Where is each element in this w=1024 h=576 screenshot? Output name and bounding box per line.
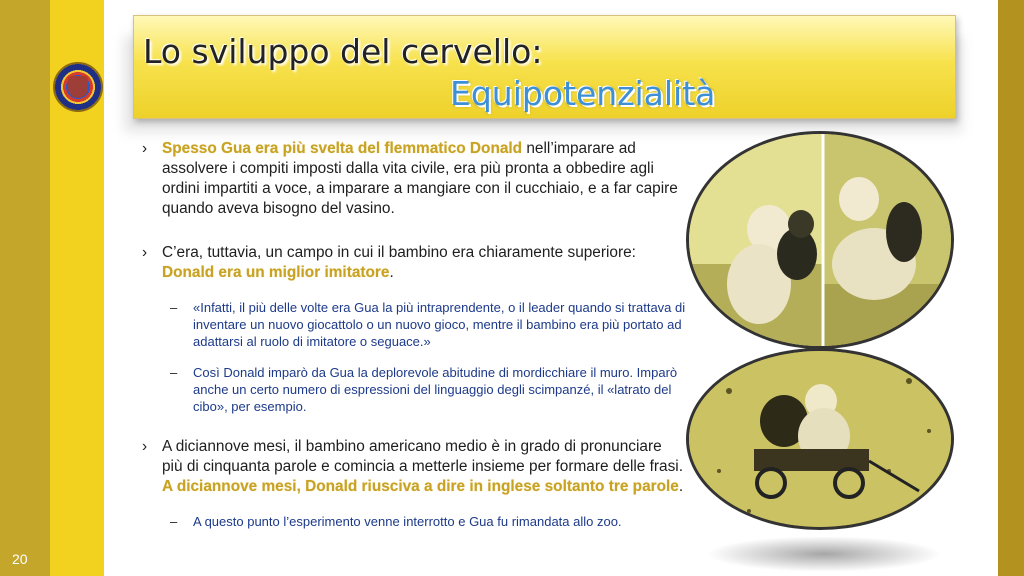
bullet-tail: . [678,478,684,495]
sub-text: «Infatti, il più delle volte era Gua la più intraprendente, o il leader quando si trattava di inventare un nuovo giocattolo o un nuovo gioco, mentre il bambino era più portato ad adattarsi al ruolo di imitatore o seguace.» [193,300,686,349]
sub-bullet-1 [140,299,686,350]
dash-marker: – [170,300,178,315]
bullet-marker: › [142,140,148,157]
sub-text: A questo punto l’esperimento venne interrotto e Gua fu rimandata allo zoo. [193,514,622,529]
bullet-1 [140,139,686,219]
slide-title: Lo sviluppo del cervello: [143,32,543,71]
left-band [0,0,50,576]
photo-2-illustration [689,351,954,530]
bullet-marker: › [142,244,148,261]
bullet-2 [140,243,686,283]
highlight-text: Spesso Gua era più svelta del flemmatico Donald [162,140,523,157]
bullet-text: nell’imparare ad assolvere i compiti imposti dalla vita civile, era più pronta a obbedire agli ordini impartiti a voce, a imparare a mangiare con il cucchiaio, e a far capire quando aveva bisogno del vasino. [162,140,678,217]
photo-children-playing [686,131,954,349]
seal-shield [68,76,88,98]
highlight-text: A diciannove mesi, Donald riusciva a dire in inglese soltanto tre parole [162,478,679,495]
sub-bullet-2 [140,364,686,415]
photo-shadow [706,536,942,572]
bullet-3 [140,437,686,497]
highlight-text: Donald era un miglior imitatore [162,264,390,281]
bullet-text: C’era, tuttavia, un campo in cui il bambino era chiaramente superiore: [162,244,636,261]
slide-content [140,139,686,530]
bullet-text: A diciannove mesi, il bambino americano medio è in grado di pronunciare più di cinquanta parole e comincia a metterle insieme per formare delle frasi. [162,438,683,475]
slide-subtitle: Equipotenzialità [450,74,716,113]
slide-number: 20 [12,551,28,567]
dash-marker: – [170,514,178,529]
sub-text: Così Donald imparò da Gua la deplorevole abitudine di mordicchiare il muro. Imparò anche un certo numero di espressioni del linguaggio degli scimpanzé, il «latrato del cibo», per esempio. [193,365,678,414]
university-seal-icon [53,62,103,112]
bullet-tail: . [389,264,394,281]
dash-marker: – [170,365,178,380]
photo-1-illustration [689,134,954,349]
right-band [998,0,1024,576]
bullet-marker: › [142,438,148,455]
photo-children-wagon [686,348,954,530]
sub-bullet-3 [140,513,686,530]
